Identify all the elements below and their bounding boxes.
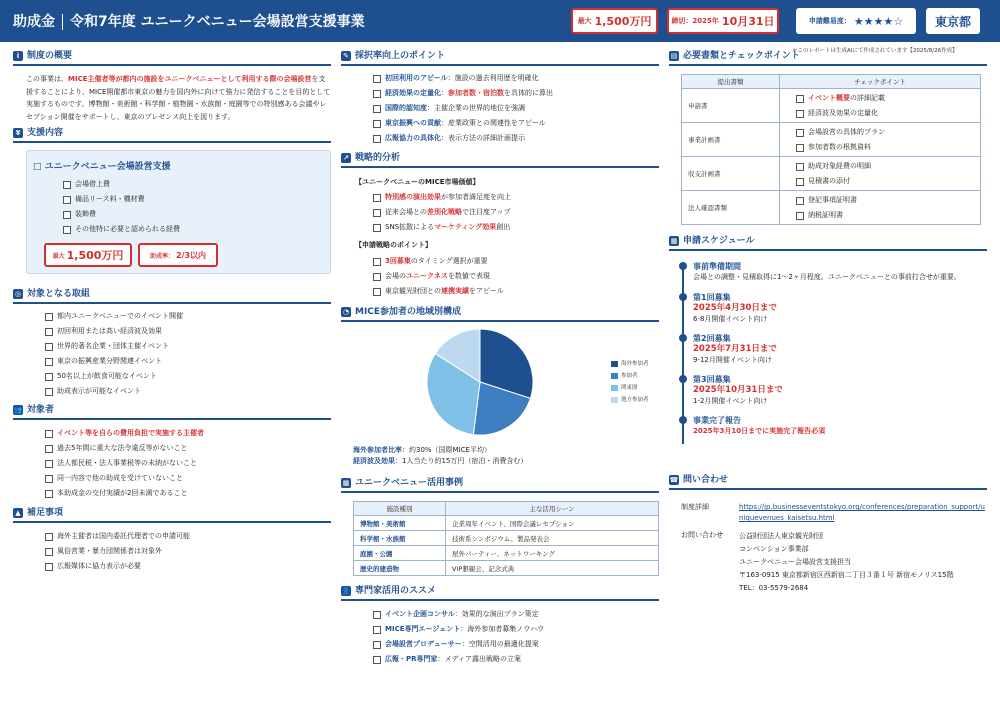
legend-label: 地方参加者 <box>621 397 649 403</box>
person-icon: 👤 <box>341 587 351 595</box>
calendar-icon: ▦ <box>670 237 678 245</box>
pie-icon: ◔ <box>342 308 350 316</box>
docs-heading: ▤ 必要書類とチェックポイント <box>670 51 800 61</box>
contact-line: 〒163-0915 東京都新宿区西新宿二丁目３番１号 新宿モノリス15階 <box>739 571 954 579</box>
table-row <box>682 123 981 157</box>
table-cell: 法人確認書類 <box>682 191 780 225</box>
ai-note: ＊このレポートは生成AIにて作成されています【2025/8/26作成】 <box>792 48 958 54</box>
table-cell: 技術系シンポジウム、製品発表会 <box>446 531 659 546</box>
eligible-list <box>45 426 204 501</box>
venues-heading: ▦ ユニークベニュー活用事例 <box>342 478 464 488</box>
table-cell: 歴史的建造物 <box>354 561 446 576</box>
building-icon: ▦ <box>342 479 350 487</box>
table-header: チェックポイント <box>780 75 981 89</box>
list-item: 会場借上費 <box>63 177 180 192</box>
list-item: 初回利用のアピール：施設の過去利用歴を明確化 <box>373 71 553 86</box>
list-item: 備品リース料・機材費 <box>63 192 180 207</box>
contact-line: ユニークベニュー会場設営支援担当 <box>739 558 851 566</box>
strategy-subheading: 【申請戦略のポイント】 <box>355 241 432 249</box>
divider <box>13 302 331 304</box>
list-item: SNS拡散によるマーケティング効果創出 <box>373 220 511 235</box>
table-row <box>682 89 981 123</box>
contact-line: コンベンション事業部 <box>739 545 809 553</box>
table-header: 主な活用シーン <box>446 502 659 516</box>
list-item: 東京振興への貢献：産業政策との関連性をアピール <box>373 116 553 131</box>
people-icon: 👥 <box>13 406 23 414</box>
page-title: 助成金 令和7年度 ユニークベニュー会場設営支援事業 <box>13 14 365 30</box>
docs-table <box>681 74 981 225</box>
info-icon: i <box>13 51 23 61</box>
targets-heading: ◎ 対象となる取組 <box>14 289 91 299</box>
divider <box>669 249 987 251</box>
targets-list <box>45 309 183 399</box>
chart-icon: ↗ <box>341 153 351 163</box>
support-icon: ¥ <box>13 128 23 138</box>
caption: 海外参加者比率：約30%（国際MICE平均） <box>353 446 491 454</box>
list-item: 従来会場との差別化戦略で注目度アップ <box>373 205 511 220</box>
support-max-badge: 最大 1,500万円 <box>44 243 132 267</box>
list-item: 50名以上が飲食可能なイベント <box>45 369 183 384</box>
strategy-heading: ↗ 戦略的分析 <box>341 152 400 166</box>
list-item: イベント企画コンサル：効果的な演出プラン策定 <box>373 607 544 622</box>
table-cell: 庭園・公園 <box>354 546 446 561</box>
divider <box>669 488 987 490</box>
list-item: 初回利用または高い経済波及効果 <box>45 324 183 339</box>
table-cell: 申請書 <box>682 89 780 123</box>
legend-label: 海外参加者 <box>621 361 649 367</box>
list-item: 世界的著名企業・団体主催イベント <box>45 339 183 354</box>
timeline-dot <box>679 375 687 383</box>
timeline-dot <box>679 416 687 424</box>
divider <box>341 166 659 168</box>
table-cell: 事業計画書 <box>682 123 780 157</box>
list-item: 都内ユニークベニューでのイベント開催 <box>45 309 183 324</box>
list-item: イベント等を自らの費用負担で実施する主催者 <box>45 426 204 441</box>
list-item: 風俗営業・暴力団関係者は対象外 <box>45 544 190 559</box>
pie-captions <box>353 445 527 467</box>
list-item: 広報・PR専門家：メディア露出戦略の立案 <box>373 652 544 667</box>
table-cell: VIP懇親会、記念式典 <box>446 561 659 576</box>
table-cell: 助成対象経費の明細 見積書の添付 <box>780 157 981 191</box>
divider <box>341 599 659 601</box>
contact-line: 公益財団法人東京観光財団 <box>739 532 823 540</box>
legend-label: 関東圏 <box>621 385 638 391</box>
timeline-dot <box>679 334 687 342</box>
document-icon: ▤ <box>670 52 678 60</box>
list-item: その他特に必要と認められる経費 <box>63 222 180 237</box>
list-item: 装飾費 <box>63 207 180 222</box>
legend-label: 参加者 <box>621 373 638 379</box>
lightbulb-icon: ✎ <box>341 51 351 61</box>
list-item: 海外主催者は国内委託代理者での申請可能 <box>45 529 190 544</box>
points-heading: ✎ 採択率向上のポイント <box>341 50 445 64</box>
table-row <box>354 531 659 546</box>
overview-heading: i 制度の概要 <box>13 50 72 64</box>
strategy-subheading: 【ユニークベニューのMICE市場価値】 <box>355 178 480 186</box>
notes-list <box>45 529 190 574</box>
table-cell: 収支計画書 <box>682 157 780 191</box>
timeline-dot <box>679 262 687 270</box>
list-item: 会場設営プロデューサー：空間活用の最適化提案 <box>373 637 544 652</box>
divider <box>341 64 659 66</box>
strategy-list-1 <box>373 190 511 235</box>
prefecture-badge: 東京都 <box>926 8 980 34</box>
list-item: 助成表示が可能なイベント <box>45 384 183 399</box>
legend-item <box>611 394 649 406</box>
notes-heading: ▲ 補足事項 <box>13 507 63 521</box>
difficulty-badge: 申請難易度： ★★★★☆ <box>796 8 916 34</box>
legend-item <box>611 370 649 382</box>
list-item: 広報媒体に協力表示が必要 <box>45 559 190 574</box>
pie-heading: ◔ MICE参加者の地域別構成 <box>342 307 462 317</box>
legend-swatch <box>611 385 618 391</box>
support-rate-badge: 助成率： 2/3以内 <box>138 243 218 267</box>
legend-swatch <box>611 397 618 403</box>
list-item: 広報協力の具体化：表示方法の詳細計画提示 <box>373 131 553 146</box>
legend-swatch <box>611 373 618 379</box>
eligible-heading: 👥 対象者 <box>13 405 55 415</box>
legend-item <box>611 382 649 394</box>
support-box <box>26 150 331 274</box>
strategy-list-2 <box>373 254 504 299</box>
legend-swatch <box>611 361 618 367</box>
schedule-heading: ▦ 申請スケジュール <box>670 236 755 246</box>
table-row <box>354 561 659 576</box>
schedule-step: 第2回募集 2025年7月31日まで 9-12月開催イベント向け <box>679 333 984 366</box>
points-list <box>373 71 553 146</box>
table-header: 提出書類 <box>682 75 780 89</box>
table-cell: 科学館・水族館 <box>354 531 446 546</box>
divider <box>13 418 331 420</box>
table-cell: 会場設営の具体的プラン 参加者数の根拠資料 <box>780 123 981 157</box>
table-cell: 屋外パーティー、ネットワーキング <box>446 546 659 561</box>
list-item: MICE専門エージェント：海外参加者募集ノウハウ <box>373 622 544 637</box>
timeline-dot <box>679 293 687 301</box>
schedule-timeline <box>679 261 984 443</box>
pie-legend <box>611 358 649 406</box>
phone-icon: ☎ <box>669 476 679 484</box>
deadline-badge: 締切：2025年 10月31日 <box>667 8 779 34</box>
table-cell: 企業周年イベント、国際会議レセプション <box>446 516 659 531</box>
schedule-step: 事前準備期間 会場との調整・見積取得に1〜2ヶ月程度。ユニークベニューとの事前打合せが重要。 <box>679 261 984 283</box>
table-cell: イベント概要の詳細記載 経済波及効果の定量化 <box>780 89 981 123</box>
list-item: 同一内容で他の助成を受けていないこと <box>45 471 204 486</box>
table-cell: 博物館・美術館 <box>354 516 446 531</box>
list-item: 東京観光財団との連携実績をアピール <box>373 284 504 299</box>
list-item: 会場のユニークネスを数値で表現 <box>373 269 504 284</box>
venues-table <box>353 501 659 576</box>
divider <box>341 320 659 322</box>
contact-heading: ☎ 問い合わせ <box>669 475 729 485</box>
target-icon: ◎ <box>14 290 22 298</box>
schedule-step: 第3回募集 2025年10月31日まで 1-2月開催イベント向け <box>679 374 984 407</box>
list-item: 特別感の演出効果が参加者満足度を向上 <box>373 190 511 205</box>
support-list <box>63 177 180 237</box>
detail-label: 制度詳細 <box>681 503 709 511</box>
overview-text: この事業は、MICE主催者等が都内の施設をユニークベニューとして利用する際の会場設営を支援することにより、MICE開催都市東京の魅力を国内外に向けて強力に発信することを目的として実施するものです。博物館・美術館・科学館・植物園・水族館・庭園等での特別感ある会議やレセプション開催をサポートし、東京のプレゼンス向上を図ります。 <box>26 75 331 121</box>
contact-details <box>739 530 954 595</box>
legend-item <box>611 358 649 370</box>
divider <box>669 64 987 66</box>
list-item: 経済効果の定量化：参加者数・宿泊数を具体的に算出 <box>373 86 553 101</box>
detail-link[interactable]: https://jp.businesseventstokyo.org/conferences/preparation_support/uniquevenues_kaisetsu.html <box>739 503 985 522</box>
support-title: □ ユニークベニュー会場設営支援 <box>33 162 171 172</box>
header-bar <box>0 0 1000 42</box>
experts-list <box>373 607 544 667</box>
table-row <box>354 546 659 561</box>
divider <box>13 521 331 523</box>
schedule-step: 事業完了報告 2025年3月10日までに実施完了報告必須 <box>679 415 984 437</box>
table-row <box>682 157 981 191</box>
contact-line: TEL：03-5579-2684 <box>739 584 809 592</box>
contact-label: お問い合わせ <box>681 531 723 539</box>
list-item: 過去5年間に重大な法令違反等がないこと <box>45 441 204 456</box>
schedule-step: 第1回募集 2025年4月30日まで 6-8月開催イベント向け <box>679 292 984 325</box>
table-row <box>354 516 659 531</box>
pie-chart <box>425 327 535 437</box>
divider <box>13 64 331 66</box>
table-cell: 登記事項証明書 納税証明書 <box>780 191 981 225</box>
table-row <box>682 191 981 225</box>
support-heading: ¥ 支援内容 <box>13 127 63 141</box>
list-item: 国際的認知度：主催企業の世界的地位を強調 <box>373 101 553 116</box>
max-amount-badge: 最大 1,500万円 <box>571 8 658 34</box>
divider <box>341 491 659 493</box>
list-item: 本助成金の交付実績が2回未満であること <box>45 486 204 501</box>
list-item: 3回募集のタイミング選択が重要 <box>373 254 504 269</box>
caption: 経済波及効果：1人当たり約15万円（宿泊・消費含む） <box>353 457 528 465</box>
divider <box>13 141 331 143</box>
table-header: 施設種別 <box>354 502 446 516</box>
list-item: 法人都民税・法人事業税等の未納がないこと <box>45 456 204 471</box>
list-item: 東京の振興産業分野関連イベント <box>45 354 183 369</box>
warning-icon: ▲ <box>13 508 23 518</box>
experts-heading: 👤 専門家活用のススメ <box>341 586 437 596</box>
